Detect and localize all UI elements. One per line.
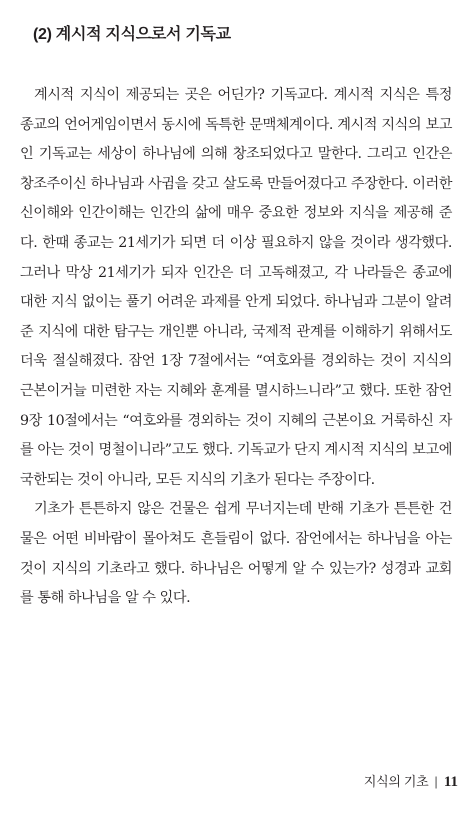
section-heading: (2) 계시적 지식으로서 기독교: [33, 26, 231, 43]
running-section-title: 지식의 기초: [363, 774, 429, 789]
paragraph: 계시적 지식이 제공되는 곳은 어딘가? 기독교다. 계시적 지식은 특정 종교의 언어게임이면서 동시에 독특한 문맥체계이다. 계시적 지식의 보고인 기독교는 세상이 하나님에 의해 창조되었다고 말한다. 그리고 인간은 창조주이신 하나님과 사귐을 갖고 살도록 만들어졌다고 주장한다. 이러한 신이해와 인간이해는 인간의 삶에 매우 중요한 정보와 지식을 제공해 준다. 한때 종교는 21세기가 되면 더 이상 필요하지 않을 것이라 생각했다. 그러나 막상 21세기가 되자 인간은 더 고독해졌고, 각 나라들은 종교에 대한 지식 없이는 풀기 어려운 과제를 안게 되었다. 하나님과 그분이 알려 준 지식에 대한 탐구는 개인뿐 아니라, 국제적 관계를 이해하기 위해서도 더욱 절실해졌다. 잠언 1장 7절에서는 “여호와를 경외하는 것이 지식의 근본이거늘 미련한 자는 지혜와 훈계를 멸시하느니라”고 했다. 또한 잠언 9장 10절에서는 “여호와를 경외하는 것이 지혜의 근본이요 거룩하신 자를 아는 것이 명철이니라”고도 했다. 기독교가 단지 계시적 지식의 보고에 국한되는 것이 아니라, 모든 지식의 기초가 된다는 주장이다.: [20, 87, 452, 488]
page-number: 11: [443, 774, 458, 790]
page-footer: [364, 771, 458, 791]
paragraph: 기초가 튼튼하지 않은 건물은 쉽게 무너지는데 반해 기초가 튼튼한 건물은 어떤 비바람이 몰아쳐도 흔들림이 없다. 잠언에서는 하나님을 아는 것이 지식의 기초라고 했다. 하나님은 어떻게 알 수 있는가? 성경과 교회를 통해 하나님을 알 수 있다.: [20, 501, 452, 607]
body-text: [20, 81, 452, 614]
footer-separator: |: [434, 774, 438, 789]
